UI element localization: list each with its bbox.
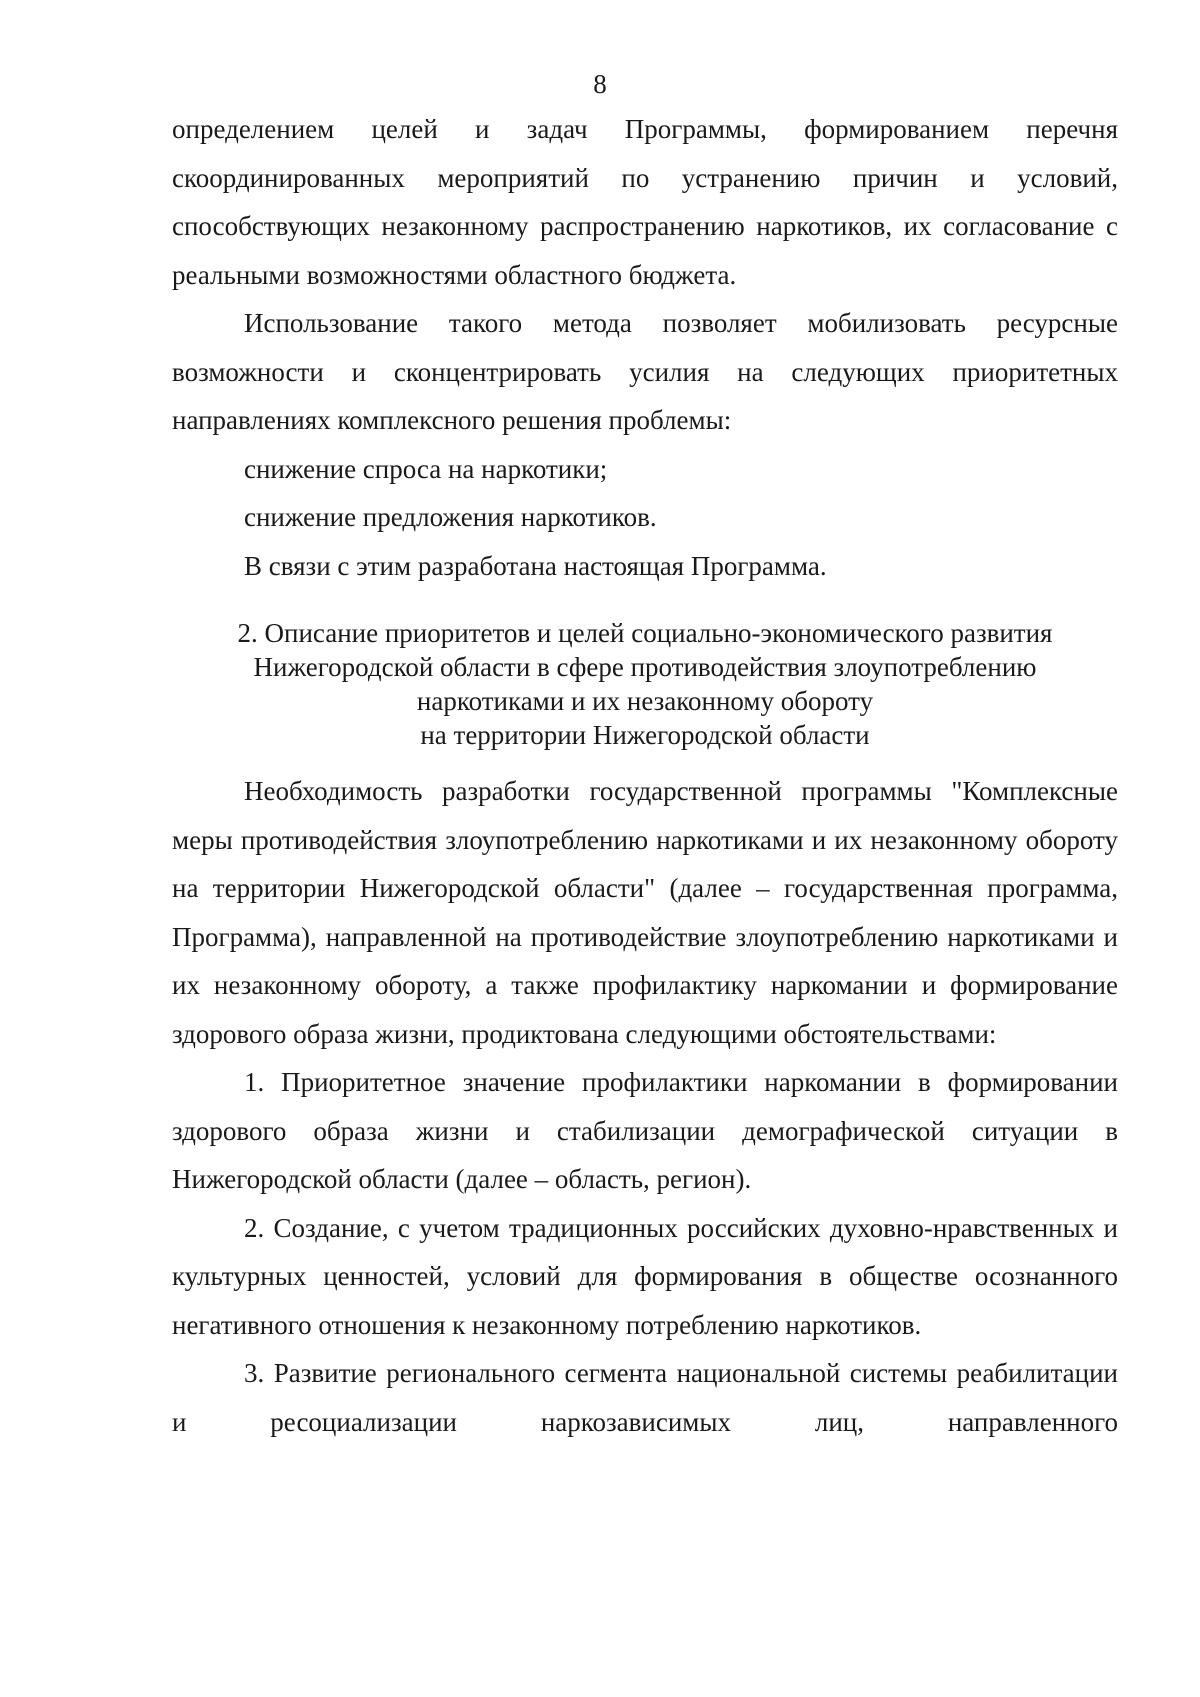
paragraph-method-usage: Использование такого метода позволяет мобилизовать ресурсные возможности и сконцентрировать усилия на следующих приоритетных направлениях комплексного решения проблемы:: [172, 308, 1118, 435]
section-intro-text: [172, 105, 1118, 590]
section-heading: [172, 616, 1118, 752]
heading-line: на территории Нижегородской области: [420, 720, 870, 750]
paragraph-priority-1: 1. Приоритетное значение профилактики наркомании в формировании здорового образа жизни и стабилизации демографической ситуации в Нижегородской области (далее – область, регион).: [172, 1067, 1118, 1194]
heading-line: Нижегородской области в сфере противодействия злоупотреблению: [253, 652, 1037, 682]
paragraph-program-necessity: Необходимость разработки государственной программы "Комплексные меры противодействия злоупотреблению наркотиками и их незаконному обороту на территории Нижегородской области" (далее – государственная программа, Программа), направленной на противодействие злоупотреблению наркотиками и их незаконному обороту, а также профилактику наркомании и формирование здорового образа жизни, продиктована следующими обстоятельствами:: [172, 776, 1118, 1049]
section-priorities-text: [172, 767, 1118, 1446]
paragraph-priority-3: 3. Развитие регионального сегмента национальной системы реабилитации и ресоциализации наркозависимых лиц, направленного: [172, 1358, 1118, 1437]
paragraph-method-definition: определением целей и задач Программы, формированием перечня скоординированных мероприятий по устранению причин и условий, способствующих незаконному распространению наркотиков, их согласование с реальными возможностями областного бюджета.: [172, 114, 1118, 290]
paragraph-program-developed: В связи с этим разработана настоящая Программа.: [244, 550, 827, 581]
heading-line: 2. Описание приоритетов и целей социально-экономического развития: [237, 618, 1053, 648]
page-number: 8: [593, 69, 607, 99]
paragraph-priority-2: 2. Создание, с учетом традиционных российских духовно-нравственных и культурных ценностей, условий для формирования в обществе осознанного негативного отношения к незаконному потреблению наркотиков.: [172, 1212, 1118, 1340]
list-item-demand-reduction: снижение спроса на наркотики;: [244, 453, 608, 484]
heading-line: наркотиками и их незаконному обороту: [416, 686, 874, 716]
list-item-supply-reduction: снижение предложения наркотиков.: [244, 502, 657, 532]
